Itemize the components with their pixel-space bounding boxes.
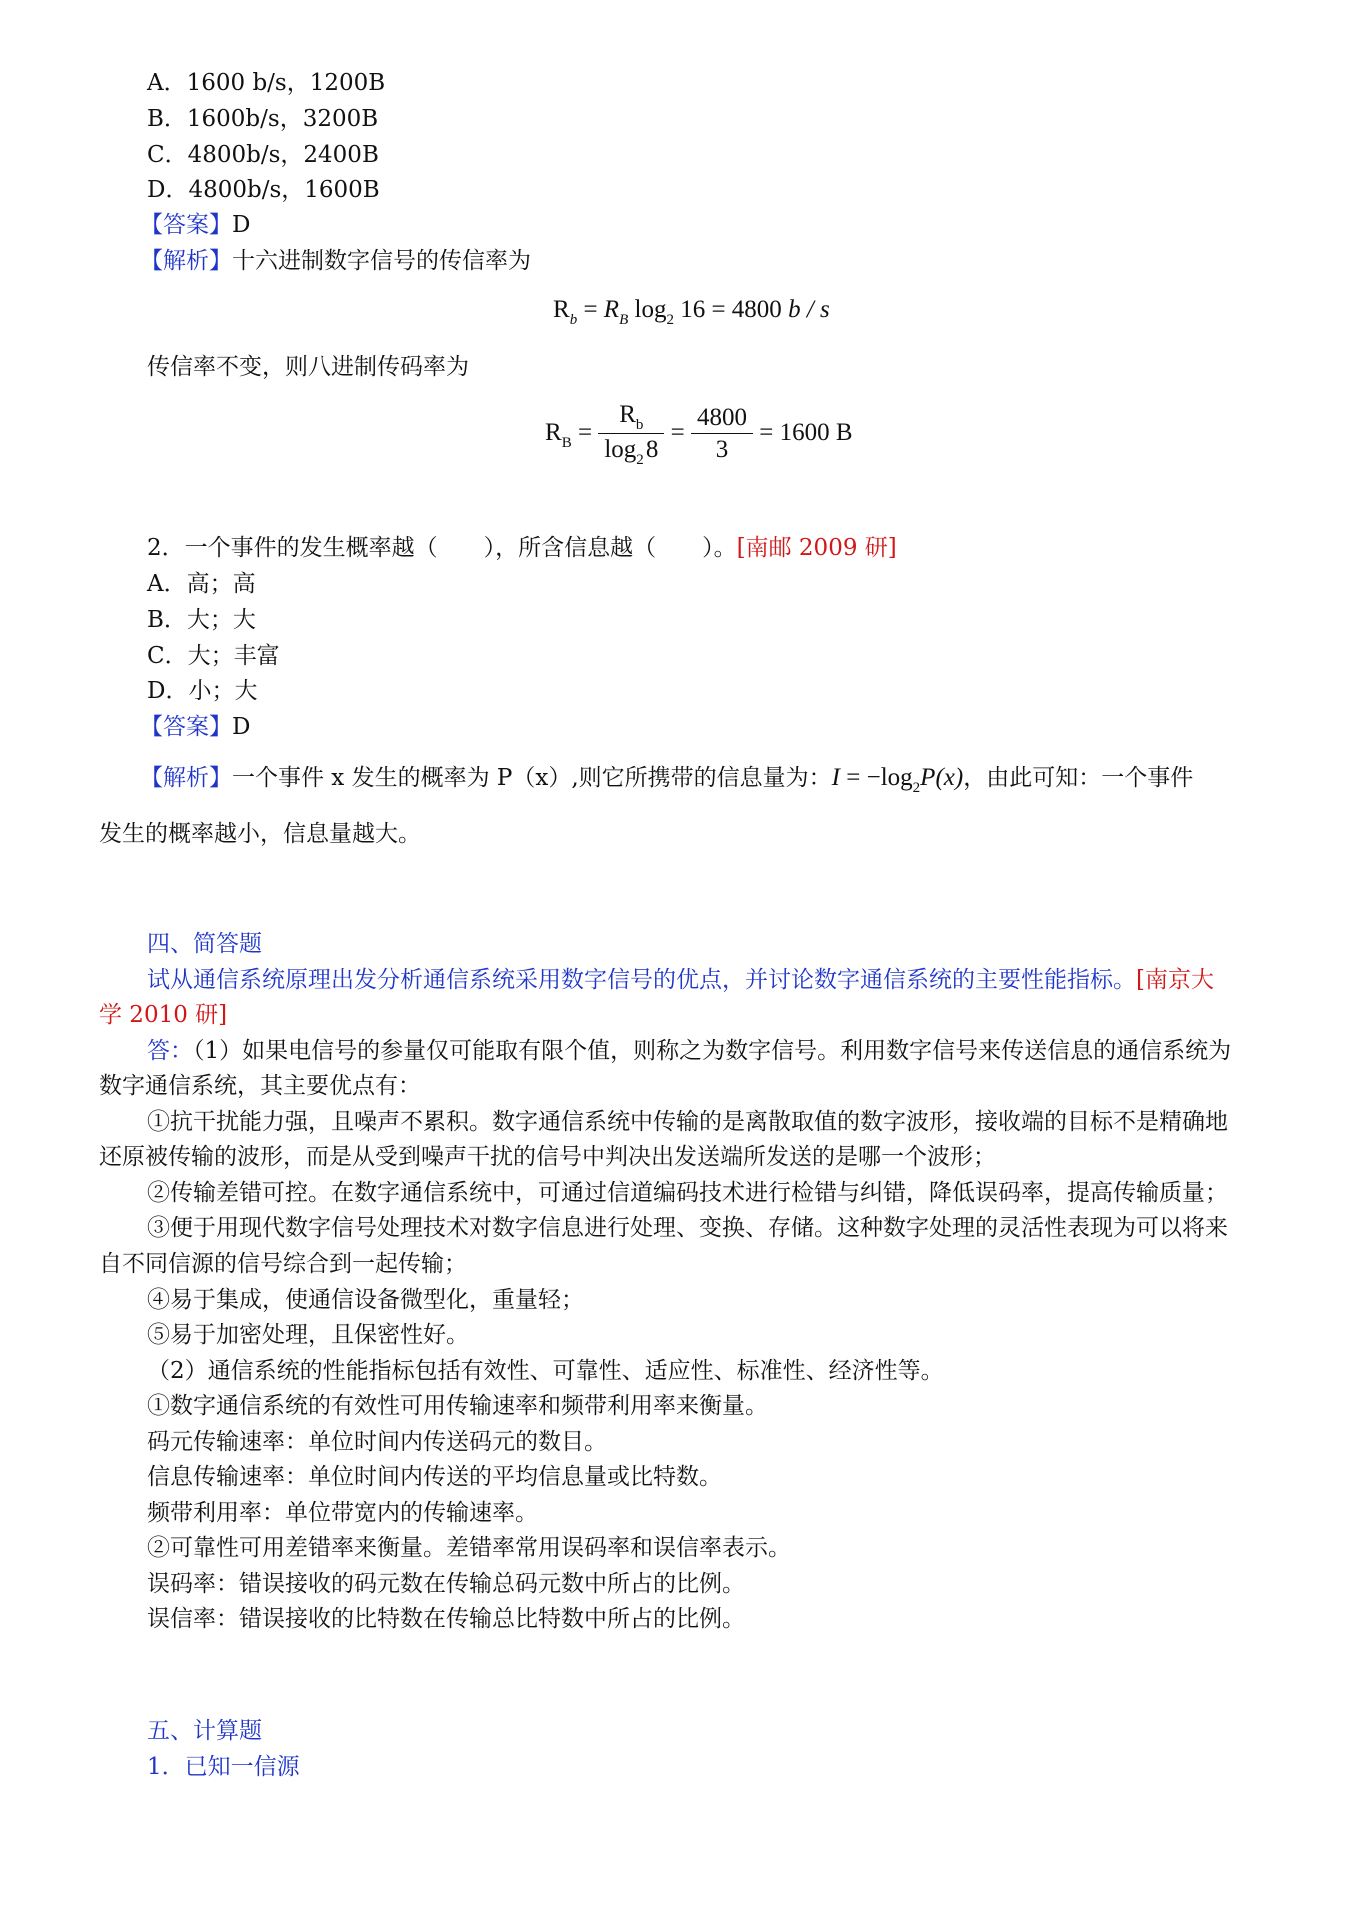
- eq1-log: log: [634, 296, 667, 323]
- section5-item-1: 1．已知一信源: [147, 1754, 300, 1780]
- q2-option-a: A．高；高: [147, 571, 256, 597]
- q2-source: [南邮 2009 研]: [736, 535, 897, 561]
- section4-answer-line-14: 频带利用率：单位带宽内的传输速率。: [147, 1500, 538, 1526]
- analysis-tag: 【解析】: [140, 248, 232, 274]
- answer-value: D: [232, 212, 251, 238]
- formula-base: 2: [912, 780, 921, 796]
- eq1-lhs: R: [553, 296, 570, 323]
- section4-answer-line-8: ④易于集成，使通信设备微型化，重量轻；: [147, 1287, 584, 1313]
- q2-stem-text: 2．一个事件的发生概率越（ ），所含信息越（ ）。: [147, 535, 737, 561]
- analysis-text-a: 一个事件 x 发生的概率为 P（x）,则它所携带的信息量为：: [232, 765, 832, 791]
- eq2-lhs-sub: B: [561, 435, 572, 452]
- equation-bit-rate: $R_b = R_B$ $\log_2 16 = 4800$ b / s: [553, 296, 830, 328]
- q1-analysis: [140, 246, 531, 276]
- section4-answer-text-1: （1）如果电信号的参量仅可能取有限个值，则称之为数字信号。利用数字信号来传送信息的通信系统为: [193, 1038, 1232, 1064]
- section4-answer-line-6: ③便于用现代数字信号处理技术对数字信息进行处理、变换、存储。这种数字处理的灵活性表现为可以将来: [147, 1215, 1228, 1241]
- eq2-den-log: log: [604, 436, 637, 463]
- q2-option-c: C．大；丰富: [147, 643, 280, 669]
- section5-title: 五、计算题: [147, 1718, 262, 1744]
- eq2-num2: 4800: [691, 403, 753, 434]
- equation-baud-rate: $R_B$ = $\frac{R_b}{\log_2 8}$ = $\frac{4800}{3}$ = 1600 B: [545, 401, 853, 468]
- q1-option-c: C．4800b/s，2400B: [147, 142, 379, 168]
- eq2-den-arg: 8: [645, 436, 659, 463]
- answer-tag: 【答案】: [140, 714, 232, 740]
- section4-title: 四、简答题: [147, 931, 262, 957]
- section4-answer-line-3: ①抗干扰能力强，且噪声不累积。数字通信系统中传输的是离散取值的数字波形，接收端的目标不是精确地: [147, 1109, 1228, 1135]
- q2-analysis-cont: 发生的概率越小，信息量越大。: [99, 821, 421, 847]
- q1-option-d: D．4800b/s，1600B: [147, 177, 380, 203]
- answer-tag: 【答案】: [140, 212, 232, 238]
- answer-value: D: [232, 714, 251, 740]
- q1-text2: 传信率不变，则八进制传码率为: [147, 354, 469, 380]
- q1-answer: [140, 210, 250, 240]
- formula-eq: = −log: [840, 764, 913, 791]
- section4-answer-line-2: 数字通信系统，其主要优点有：: [99, 1073, 421, 1099]
- q2-answer: [140, 712, 250, 742]
- q1-option-a: A．1600 b/s，1200B: [147, 70, 386, 96]
- section4-question-text: 试从通信系统原理出发分析通信系统采用数字信号的优点，并讨论数字通信系统的主要性能指标。: [147, 967, 1136, 993]
- eq1-lhs-sub: b: [569, 312, 578, 328]
- q2-option-d: D．小；大: [147, 678, 258, 704]
- section4-answer-line-15: ②可靠性可用差错率来衡量。差错率常用误码率和误信率表示。: [147, 1535, 791, 1561]
- formula-arg: (x): [935, 764, 964, 791]
- section4-answer-line-9: ⑤易于加密处理，且保密性好。: [147, 1322, 469, 1348]
- eq2-fraction-2: [691, 403, 753, 466]
- eq2-fraction-1: [598, 400, 664, 469]
- eq1-rb: R: [603, 296, 620, 323]
- eq1-log-base: 2: [666, 312, 674, 328]
- section4-answer-line-16: 误码率：错误接收的码元数在传输总码元数中所占的比例。: [147, 1571, 745, 1597]
- q2-analysis: [140, 763, 1193, 796]
- formula-i: I: [831, 764, 840, 791]
- eq2-den2: 3: [715, 436, 729, 463]
- eq2-lhs: R: [545, 419, 562, 447]
- section4-answer-line-11: ①数字通信系统的有效性可用传输速率和频带利用率来衡量。: [147, 1393, 768, 1419]
- q1-option-b: B．1600b/s，3200B: [147, 106, 379, 132]
- section4-source-a: [南京大: [1136, 967, 1214, 993]
- eq1-rb-sub: B: [619, 312, 629, 328]
- section4-answer-line-1: [147, 1036, 1231, 1066]
- section4-answer-line-12: 码元传输速率：单位时间内传送码元的数目。: [147, 1429, 607, 1455]
- eq2-num-sub: b: [635, 417, 644, 433]
- eq1-result: = 4800: [711, 296, 782, 323]
- section4-answer-line-13: 信息传输速率：单位时间内传送的平均信息量或比特数。: [147, 1464, 722, 1490]
- q2-stem: [147, 533, 897, 563]
- section4-answer-line-10: （2）通信系统的性能指标包括有效性、可靠性、适应性、标准性、经济性等。: [147, 1358, 944, 1384]
- section4-answer-line-7: 自不同信源的信号综合到一起传输；: [99, 1251, 467, 1277]
- formula-p: P: [920, 764, 936, 791]
- q2-option-b: B．大；大: [147, 607, 256, 633]
- eq1-unit: b / s: [788, 296, 830, 323]
- eq2-den-base: 2: [636, 452, 644, 468]
- analysis-text: 十六进制数字信号的传信率为: [232, 248, 531, 274]
- section4-answer-tag: 答：: [147, 1038, 193, 1064]
- section4-question: [147, 965, 1214, 995]
- section4-answer-line-5: ②传输差错可控。在数字通信系统中，可通过信道编码技术进行检错与纠错，降低误码率，提高传输质量；: [147, 1180, 1228, 1206]
- section4-source-b: 学 2010 研]: [99, 1002, 228, 1028]
- eq2-result: = 1600 B: [759, 419, 853, 447]
- section4-answer-line-4: 还原被传输的波形，而是从受到噪声干扰的信号中判决出发送端所发送的是哪一个波形；: [99, 1144, 996, 1170]
- eq1-arg: 16: [680, 296, 706, 323]
- analysis-text-b: ，由此可知：一个事件: [963, 765, 1194, 791]
- eq2-num: R: [619, 401, 636, 428]
- section4-answer-line-17: 误信率：错误接收的比特数在传输总比特数中所占的比例。: [147, 1606, 745, 1632]
- analysis-tag: 【解析】: [140, 765, 232, 791]
